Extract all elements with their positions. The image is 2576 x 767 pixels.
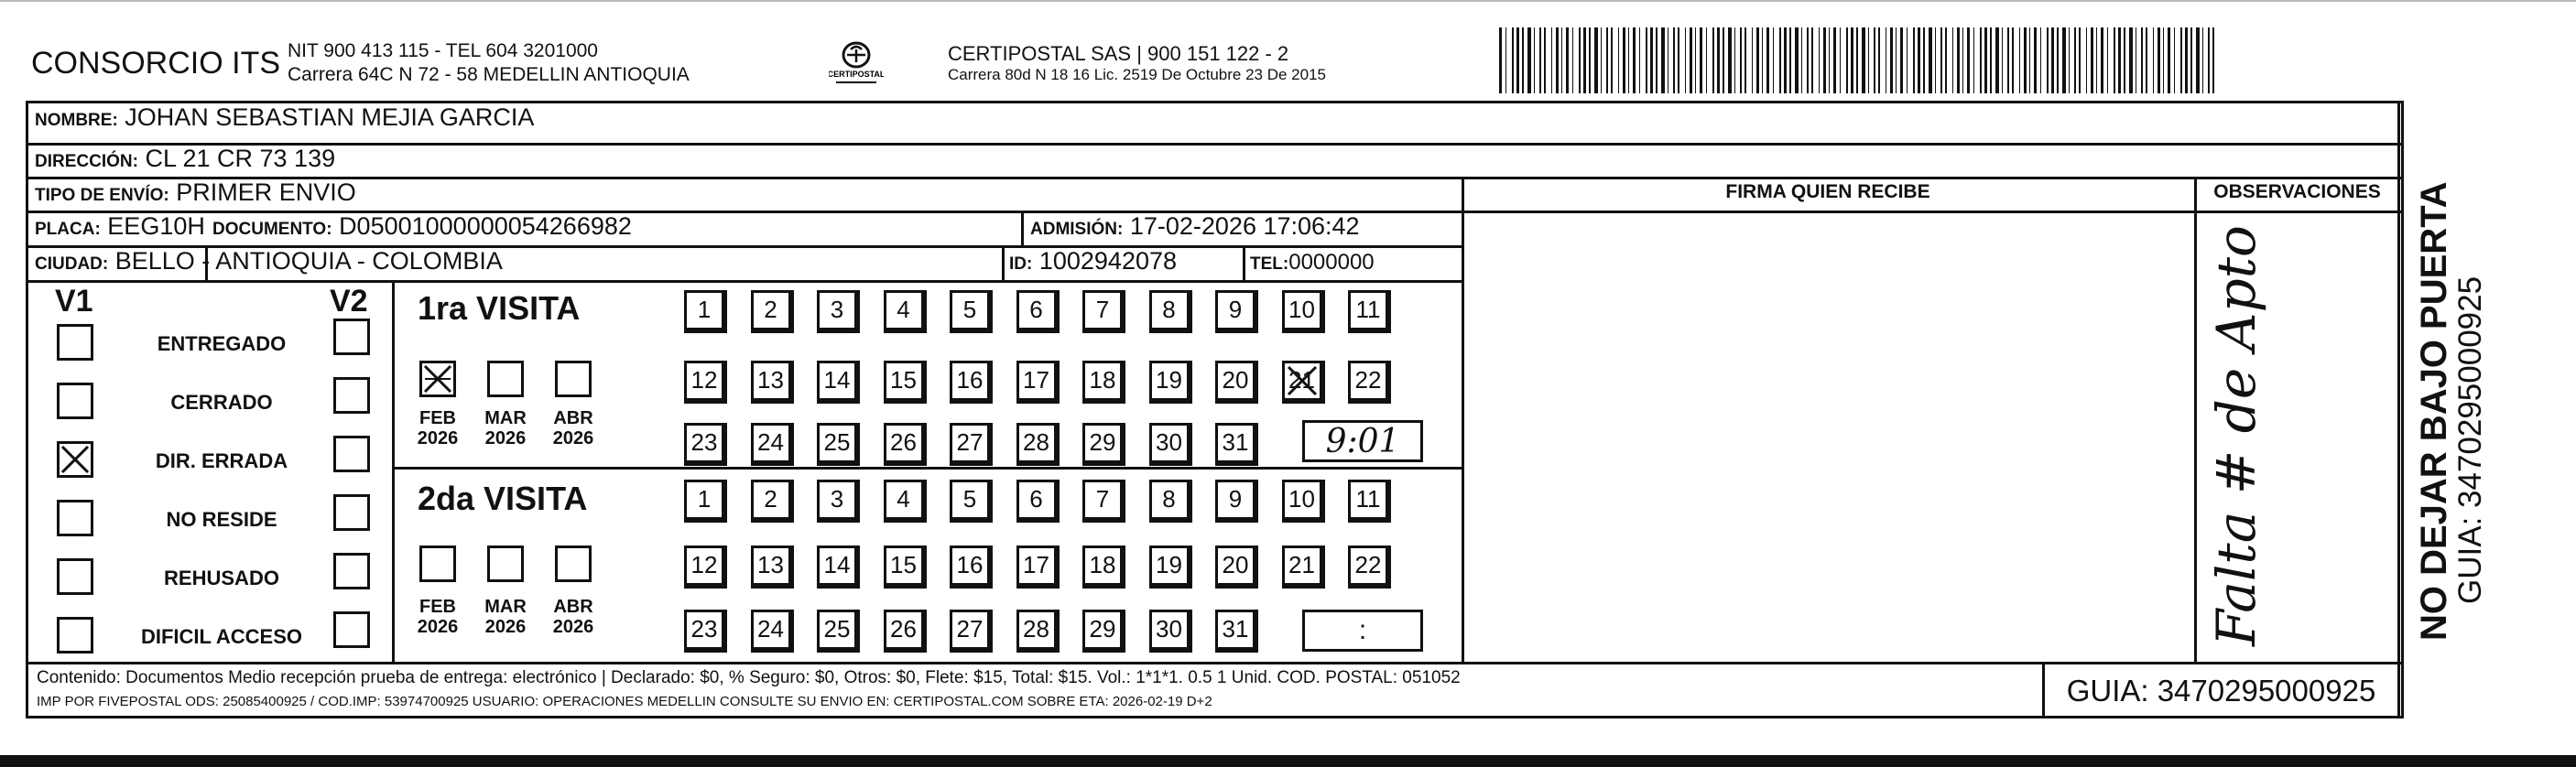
day-number: 15	[890, 551, 917, 578]
day-box[interactable]	[1282, 546, 1322, 586]
day-box[interactable]	[1082, 361, 1123, 401]
status-label: REHUSADO	[164, 567, 279, 589]
day-number: 31	[1222, 615, 1249, 643]
v1-checkbox[interactable]	[57, 558, 93, 595]
day-box[interactable]	[1149, 480, 1190, 520]
day-box[interactable]	[1016, 290, 1057, 330]
day-number: 14	[823, 551, 851, 578]
day-box[interactable]	[751, 610, 791, 650]
day-box[interactable]	[1082, 290, 1123, 330]
day-box[interactable]	[1016, 423, 1057, 463]
observaciones-label: OBSERVACIONES	[2213, 181, 2381, 202]
day-box[interactable]	[684, 290, 724, 330]
day-box[interactable]	[1215, 480, 1255, 520]
v2-checkbox[interactable]	[333, 611, 370, 648]
day-box[interactable]	[684, 546, 724, 586]
month-year: 2026	[417, 428, 459, 448]
v2-checkbox[interactable]	[333, 319, 370, 355]
status-label: DIFICIL ACCESO	[140, 625, 302, 648]
day-number: 8	[1162, 296, 1176, 323]
carrier-name: CERTIPOSTAL SAS | 900 151 122 - 2	[948, 42, 1289, 65]
day-box[interactable]	[817, 480, 857, 520]
day-number: 14	[823, 366, 851, 394]
day-number: 24	[757, 428, 784, 456]
no-dejar-bajo-puerta: NO DEJAR BAJO PUERTA	[2414, 181, 2454, 641]
v1-checkbox[interactable]	[57, 441, 93, 478]
day-box[interactable]	[1215, 361, 1255, 401]
nombre-field: NOMBRE: JOHAN SEBASTIAN MEJIA GARCIA	[35, 103, 535, 131]
day-box[interactable]	[1348, 480, 1388, 520]
v2-checkbox[interactable]	[333, 494, 370, 531]
day-number: 20	[1222, 366, 1249, 394]
day-box[interactable]	[950, 546, 990, 586]
day-number: 16	[956, 551, 984, 578]
day-number: 26	[890, 615, 917, 643]
admision-field: ADMISIÓN: 17-02-2026 17:06:42	[1030, 212, 1360, 240]
day-box[interactable]	[684, 423, 724, 463]
day-box[interactable]	[884, 361, 924, 401]
day-box[interactable]	[1348, 361, 1388, 401]
bottom-bar	[0, 755, 2576, 767]
day-box[interactable]	[1149, 290, 1190, 330]
day-number: 11	[1355, 296, 1381, 323]
day-number: 2	[764, 296, 777, 323]
day-box[interactable]	[1082, 423, 1123, 463]
day-number: 19	[1156, 366, 1182, 394]
tel-field: TEL:0000000	[1250, 250, 1375, 275]
day-number: 3	[830, 296, 844, 323]
day-number: 17	[1023, 551, 1049, 578]
day-box[interactable]	[884, 610, 924, 650]
day-number: 9	[1228, 485, 1243, 513]
company-address: Carrera 64C N 72 - 58 MEDELLIN ANTIOQUIA	[288, 64, 690, 85]
day-box[interactable]	[684, 480, 724, 520]
placa-field: PLACA: EEG10H	[35, 212, 205, 240]
month-year: 2026	[484, 617, 527, 637]
day-box[interactable]	[1149, 610, 1190, 650]
day-number: 20	[1222, 551, 1249, 578]
day-box[interactable]	[950, 480, 990, 520]
day-box[interactable]	[817, 546, 857, 586]
day-box[interactable]	[817, 610, 857, 650]
month-checkbox[interactable]	[555, 361, 592, 397]
day-number: 6	[1029, 485, 1043, 513]
day-box[interactable]	[817, 361, 857, 401]
day-box[interactable]	[884, 480, 924, 520]
v2-checkbox[interactable]	[333, 436, 370, 472]
month-name: MAR	[484, 597, 527, 617]
month-checkbox[interactable]	[487, 546, 524, 582]
day-number: 3	[830, 485, 844, 513]
ciudad-field: CIUDAD: BELLO - ANTIOQUIA - COLOMBIA	[35, 247, 503, 275]
company-name: CONSORCIO ITS	[31, 46, 281, 81]
carrier-address: Carrera 80d N 18 16 Lic. 2519 De Octubre 23 De 2015	[948, 66, 1326, 83]
day-number: 2	[764, 485, 777, 513]
day-box[interactable]	[751, 480, 791, 520]
day-number: 27	[956, 428, 984, 456]
observaciones-handwriting	[2198, 216, 2396, 659]
second-visit-title: 2da VISITA	[418, 480, 588, 517]
day-box[interactable]	[1016, 610, 1057, 650]
day-box[interactable]	[1016, 480, 1057, 520]
day-box[interactable]	[1215, 546, 1255, 586]
day-box[interactable]	[1082, 480, 1123, 520]
tipo-envio-field: TIPO DE ENVÍO: PRIMER ENVIO	[35, 178, 356, 206]
day-box[interactable]	[1016, 361, 1057, 401]
day-box[interactable]	[684, 610, 724, 650]
day-number: 13	[757, 551, 784, 578]
day-box[interactable]	[884, 290, 924, 330]
month-checkbox[interactable]	[555, 546, 592, 582]
footer-impresion: IMP POR FIVEPOSTAL ODS: 25085400925 / COD.IMP: 53974700925 USUARIO: OPERACIONES MEDELLIN CONSULTE SU ENVIO EN: CERTIPOSTAL.COM SOBRE ETA: 2026-02-19 D+2	[37, 694, 1212, 709]
v1-heading: V1	[55, 284, 93, 319]
month-name: ABR	[553, 408, 593, 428]
day-box[interactable]	[817, 290, 857, 330]
status-label: CERRADO	[170, 391, 273, 414]
day-number: 9	[1228, 296, 1243, 323]
svg-text:Falta # de Apto: Falta # de Apto	[2205, 225, 2267, 646]
day-box[interactable]	[1282, 480, 1322, 520]
day-number: 7	[1095, 296, 1110, 323]
day-box[interactable]	[1215, 610, 1255, 650]
v1-checkbox[interactable]	[57, 500, 93, 536]
day-number: 28	[1023, 615, 1049, 643]
day-number: 7	[1095, 485, 1110, 513]
day-number: 21	[1288, 551, 1315, 578]
day-box[interactable]	[1282, 290, 1322, 330]
day-box[interactable]	[950, 610, 990, 650]
day-box[interactable]	[751, 423, 791, 463]
month-checkbox[interactable]	[419, 546, 456, 582]
id-field: ID: 1002942078	[1009, 247, 1178, 275]
v2-checkbox[interactable]	[333, 377, 370, 414]
v1-checkbox[interactable]	[57, 383, 93, 419]
day-box[interactable]	[751, 290, 791, 330]
day-number: 18	[1089, 366, 1116, 394]
direccion-field: DIRECCIÓN: CL 21 CR 73 139	[35, 145, 336, 172]
day-number: 22	[1354, 551, 1382, 578]
day-box[interactable]	[684, 361, 724, 401]
month-checkbox[interactable]	[487, 361, 524, 397]
second-visit-time[interactable]: :	[1302, 610, 1423, 652]
company-nit: NIT 900 413 115 - TEL 604 3201000	[288, 40, 598, 61]
day-box[interactable]	[884, 546, 924, 586]
barcode	[1499, 27, 2223, 93]
day-number: 29	[1089, 615, 1116, 643]
status-label: NO RESIDE	[166, 508, 277, 531]
side-guia-number: GUIA: 3470295000925	[2452, 275, 2488, 604]
day-number: 26	[890, 428, 917, 456]
day-box[interactable]	[1215, 423, 1255, 463]
day-number: 24	[757, 615, 784, 643]
certipostal-logo	[829, 37, 884, 88]
firma-label: FIRMA QUIEN RECIBE	[1725, 181, 1930, 202]
month-year: 2026	[552, 428, 594, 448]
day-number: 17	[1023, 366, 1049, 394]
v1-checkbox[interactable]	[57, 324, 93, 361]
day-number: 10	[1288, 485, 1315, 513]
day-number: 12	[690, 366, 718, 394]
day-box[interactable]	[817, 423, 857, 463]
day-box[interactable]	[1082, 546, 1123, 586]
day-box[interactable]	[751, 361, 791, 401]
day-box[interactable]	[1082, 610, 1123, 650]
day-box[interactable]	[1149, 546, 1190, 586]
v2-checkbox[interactable]	[333, 553, 370, 589]
day-box[interactable]	[950, 290, 990, 330]
day-number: 28	[1023, 428, 1049, 456]
day-number: 13	[757, 366, 784, 394]
day-box[interactable]	[1348, 290, 1388, 330]
day-number: 12	[690, 551, 718, 578]
day-number: 21	[1288, 366, 1315, 394]
day-box[interactable]	[1149, 361, 1190, 401]
day-number: 5	[962, 296, 977, 323]
day-number: 1	[697, 485, 712, 513]
first-visit-time[interactable]: 9:01	[1302, 420, 1423, 462]
v2-heading: V2	[330, 284, 368, 319]
day-box[interactable]	[950, 361, 990, 401]
day-box[interactable]	[1215, 290, 1255, 330]
first-visit-title: 1ra VISITA	[418, 289, 581, 327]
svg-text:CERTIPOSTAL: CERTIPOSTAL	[829, 70, 884, 79]
day-number: 18	[1089, 551, 1116, 578]
v1-checkbox[interactable]	[57, 617, 93, 654]
day-number: 16	[956, 366, 984, 394]
day-number: 19	[1156, 551, 1182, 578]
day-box[interactable]	[1016, 546, 1057, 586]
day-number: 30	[1156, 428, 1182, 456]
day-box[interactable]	[1348, 546, 1388, 586]
month-name: ABR	[553, 597, 593, 617]
day-number: 25	[823, 615, 851, 643]
day-number: 6	[1029, 296, 1043, 323]
month-name: FEB	[419, 408, 456, 428]
day-number: 4	[897, 296, 910, 323]
day-number: 31	[1222, 428, 1249, 456]
day-box[interactable]	[1149, 423, 1190, 463]
month-name: MAR	[484, 408, 527, 428]
month-year: 2026	[484, 428, 527, 448]
month-checkbox[interactable]	[419, 361, 456, 397]
day-number: 5	[962, 485, 977, 513]
day-number: 10	[1288, 296, 1315, 323]
day-number: 22	[1354, 366, 1382, 394]
day-number: 23	[690, 615, 718, 643]
day-number: 8	[1162, 485, 1176, 513]
footer-guia: GUIA: 3470295000925	[2066, 674, 2376, 708]
day-number: 4	[897, 485, 910, 513]
day-number: 11	[1355, 485, 1381, 513]
day-box[interactable]	[751, 546, 791, 586]
month-year: 2026	[552, 617, 594, 637]
day-number: 30	[1156, 615, 1182, 643]
day-number: 23	[690, 428, 718, 456]
month-name: FEB	[419, 597, 456, 617]
day-number: 15	[890, 366, 917, 394]
documento-field: DOCUMENTO: D05001000000054266982	[212, 212, 632, 240]
day-number: 29	[1089, 428, 1116, 456]
day-box[interactable]	[950, 423, 990, 463]
footer-contenido: Contenido: Documentos Medio recepción prueba de entrega: electrónico | Declarado: $0, % Seguro: $0, Otros: $0, Flete: $15, Total: $15. Vol.: 1*1*1. 0.5 1 Unid. COD. POSTAL: 051052	[37, 668, 1461, 687]
status-label: ENTREGADO	[157, 332, 287, 355]
month-year: 2026	[417, 617, 459, 637]
day-number: 25	[823, 428, 851, 456]
day-box[interactable]	[1282, 361, 1322, 401]
status-label: DIR. ERRADA	[155, 449, 288, 472]
day-number: 1	[697, 296, 712, 323]
day-number: 27	[956, 615, 984, 643]
day-box[interactable]	[884, 423, 924, 463]
